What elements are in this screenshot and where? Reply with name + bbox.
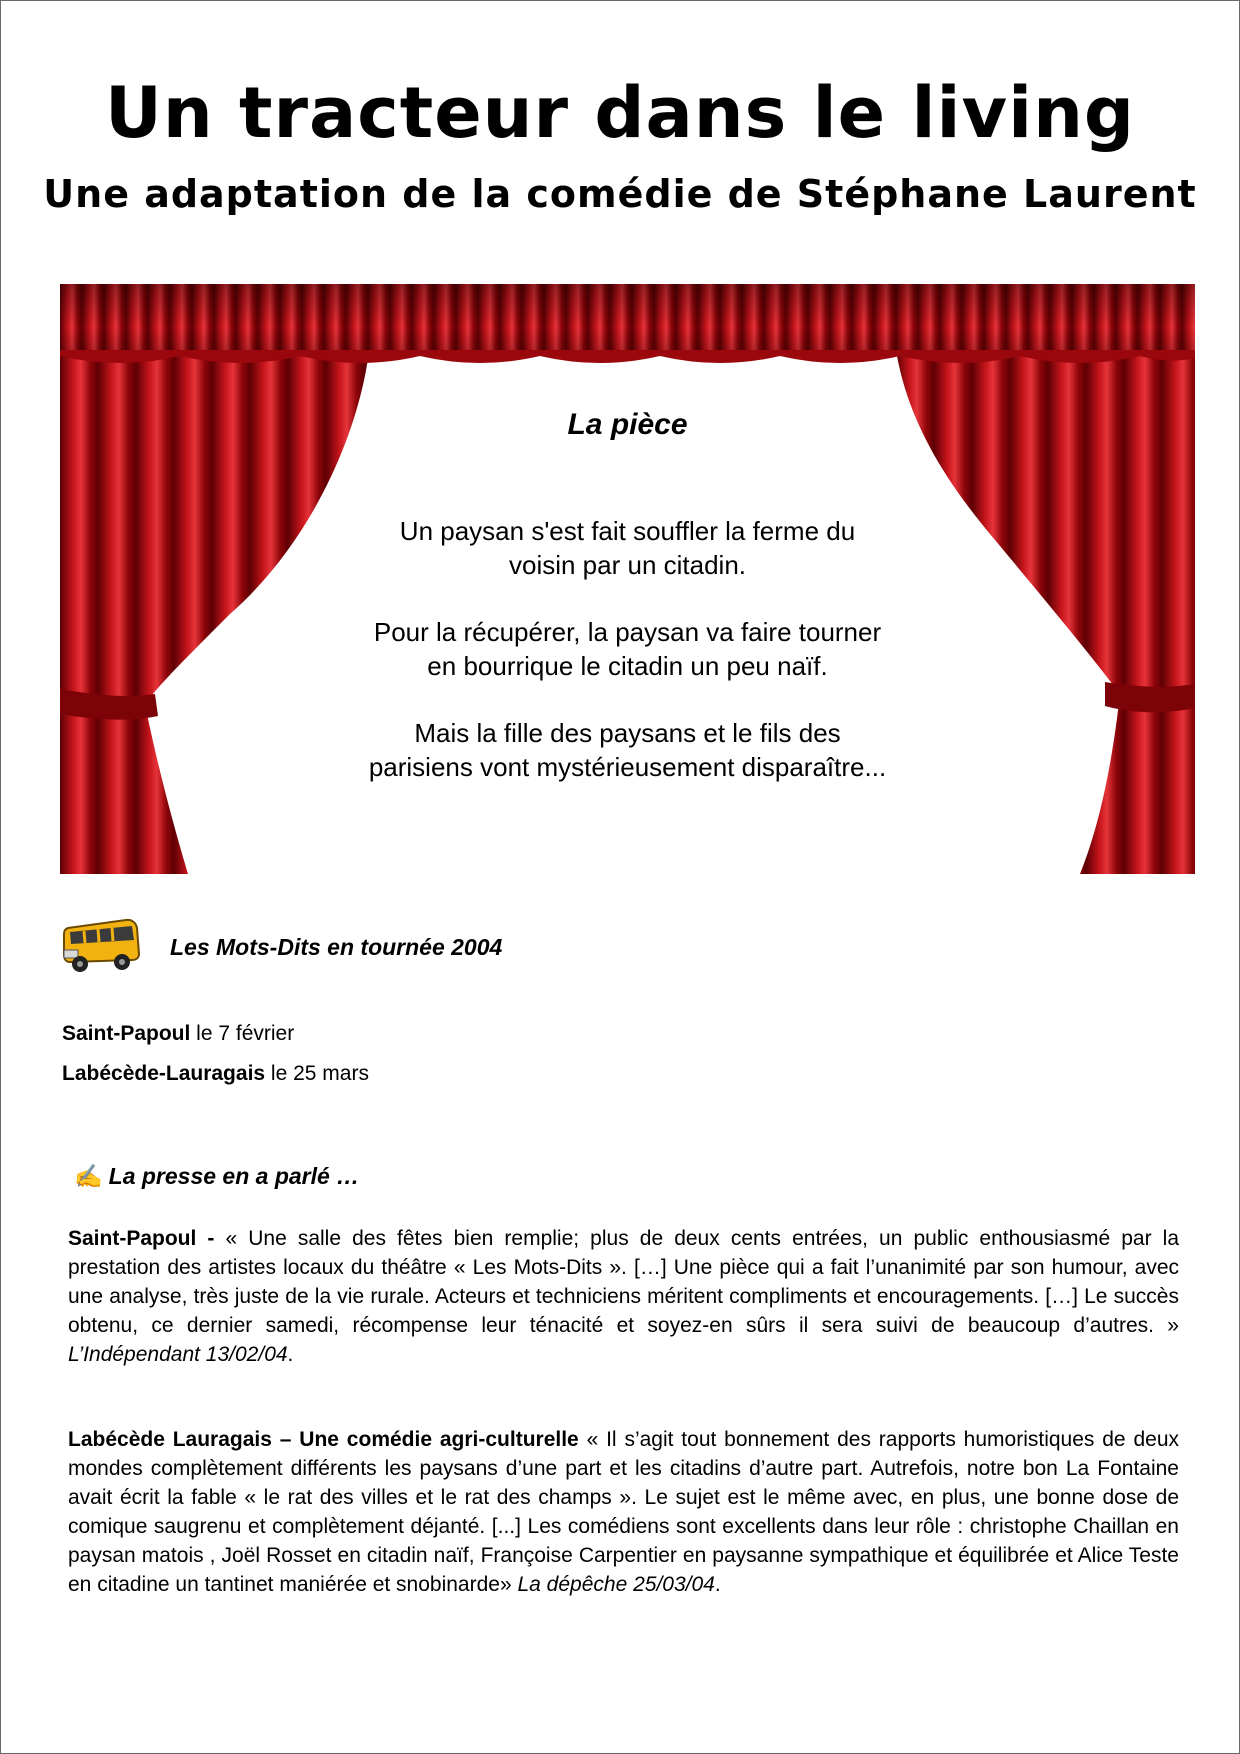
school-bus-icon [62,914,142,983]
piece-paragraph [60,615,1195,683]
piece-line: en bourrique le citadin un peu naïf. [427,651,828,681]
press-title [74,1163,359,1190]
tour-place: Labécède-Lauragais [62,1062,266,1085]
tour-place: Saint-Papoul [62,1022,191,1045]
tour-date-line [62,1062,369,1086]
page-title: Un tracteur dans le living [104,72,1136,154]
review-end: . [714,1573,721,1596]
review-quote: « Il s’agit tout bonnement des rapports humoristiques de deux mondes complètement différents les paysans d’une part et les citadins d’autre part. Autrefois, notre bon La Fontaine avait écrit la fable « le rat des villes et le rat des champs ». Le sujet est le même avec, en plus, une bonne dose de comique saugrenu et complètement déjanté. [...] Les comédiens sont excellents dans leur rôle : christophe Chaillan en paysan matois , Joël Rosset en citadin naïf, Françoise Carpentier en paysanne sympathique et équilibrée et Alice Teste en citadine un tantinet maniérée et snobinarde» [68,1428,1179,1596]
stage-illustration [60,284,1195,874]
piece-line: Pour la récupérer, la paysan va faire tourner [373,617,882,647]
piece-line: voisin par un citadin. [508,550,747,580]
press-review [68,1425,1179,1599]
tour-date: le 25 mars [265,1062,369,1085]
review-source: Labécède Lauragais – Une comédie agri-culturelle [68,1428,579,1451]
review-quote: « Une salle des fêtes bien remplie; plus de deux cents entrées, un public enthousiasmé par la prestation des artistes locaux du théâtre « Les Mots-Dits ». […] Une pièce qui a fait l’unanimité par son humour, avec une analyse, très juste de la vie rurale. Acteurs et techniciens méritent compliments et encouragements. […] Le succès obtenu, ce dernier samedi, récompense leur ténacité et soyez-en sûrs il sera suivi de beaucoup d’autres. » [68,1227,1180,1337]
writing-hand-icon: ✍ [74,1163,103,1189]
review-end: . [287,1343,294,1366]
press-review [68,1224,1179,1369]
tour-title: Les Mots-Dits en tournée 2004 [170,934,503,960]
piece-paragraph [60,514,1195,582]
review-citation: L’Indépendant 13/02/04 [68,1343,288,1366]
piece-heading: La pièce [567,408,688,441]
tour-date-line [62,1022,294,1046]
piece-line: Un paysan s'est fait souffler la ferme du [399,516,856,546]
press-title-text: La presse en a parlé … [108,1163,360,1189]
tour-date: le 7 février [190,1022,295,1045]
piece-line: Mais la fille des paysans et le fils des [414,718,841,748]
page-subtitle: Une adaptation de la comédie de Stéphane Laurent [43,172,1197,216]
review-source: Saint-Papoul - [68,1227,226,1250]
piece-line: parisiens vont mystérieusement disparaître... [368,752,887,782]
review-citation: La dépêche 25/03/04 [517,1573,715,1596]
piece-paragraph [60,716,1195,784]
